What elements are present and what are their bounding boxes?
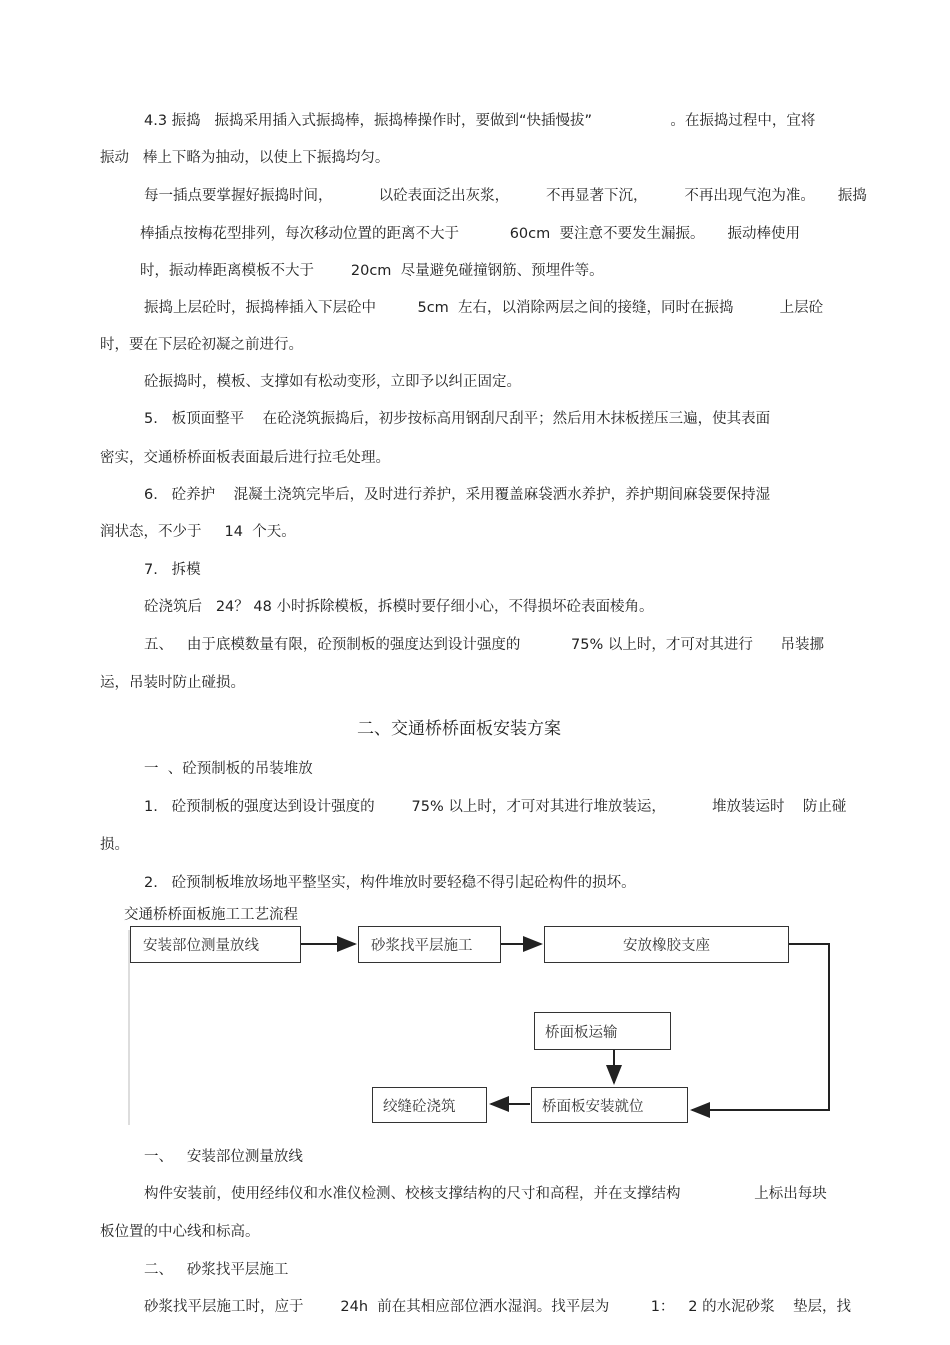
- flow-step-label: 桥面板安装就位: [542, 1098, 644, 1115]
- text-line: 二、 砂浆找平层施工: [144, 1262, 289, 1278]
- text-line: 构件安装前，使用经纬仪和水准仪检测、校核支撑结构的尺寸和高程，并在支撑结构 上标出每块: [144, 1186, 827, 1202]
- text-line: 密实，交通桥桥面板表面最后进行拉毛处理。: [100, 450, 390, 466]
- flow-step-transport: [534, 1012, 671, 1050]
- text-line: 振捣上层砼时，振捣棒插入下层砼中 5cm 左右，以消除两层之间的接缝，同时在振捣 上层砼: [144, 300, 824, 316]
- flow-step-label: 桥面板运输: [545, 1024, 618, 1041]
- text-line: 1. 砼预制板的强度达到设计强度的 75% 以上时，才可对其进行堆放装运， 堆放装运时 防止碰: [144, 799, 847, 815]
- text-line: 4.3 振捣 振捣采用插入式振捣棒，振捣棒操作时，要做到“快插慢拔” 。在振捣过程中，宜将: [144, 113, 816, 129]
- text-line: 时，振动棒距离模板不大于 20cm 尽量避免碰撞钢筋、预埋件等。: [140, 263, 604, 279]
- flow-step-install: [531, 1087, 688, 1123]
- text-line: 6. 砼养护 混凝土浇筑完毕后，及时进行养护，采用覆盖麻袋洒水养护，养护期间麻袋要保持湿: [144, 487, 771, 503]
- flow-step-label: 安装部位测量放线: [143, 938, 259, 954]
- flow-step-label: 砂浆找平层施工: [371, 938, 473, 954]
- text-line: 一 、砼预制板的吊装堆放: [144, 761, 313, 777]
- text-line: 损。: [100, 837, 129, 853]
- text-line: 棒插点按梅花型排列，每次移动位置的距离不大于 60cm 要注意不要发生漏振。 振动棒使用: [140, 226, 801, 242]
- text-line: 砼振捣时，模板、支撑如有松动变形，立即予以纠正固定。: [144, 374, 521, 390]
- text-line: 一、 安装部位测量放线: [144, 1149, 303, 1165]
- text-line: 砼浇筑后 24？ 48 小时拆除模板，拆模时要仔细小心，不得损坏砼表面棱角。: [144, 599, 654, 615]
- flow-step-survey: [130, 926, 301, 963]
- text-line: 5. 板顶面整平 在砼浇筑振捣后，初步按标高用钢刮尺刮平；然后用木抹板搓压三遍，使其表面: [144, 411, 771, 427]
- text-line: 时，要在下层砼初凝之前进行。: [100, 337, 303, 353]
- text-line: 2. 砼预制板堆放场地平整坚实，构件堆放时要轻稳不得引起砼构件的损坏。: [144, 875, 636, 891]
- flowchart-caption: 交通桥桥面板施工工艺流程: [124, 907, 298, 923]
- text-line: 砂浆找平层施工时，应于 24h 前在其相应部位洒水湿润。找平层为 1： 2 的水泥砂浆 垫层，找: [144, 1299, 852, 1315]
- text-line: 板位置的中心线和标高。: [100, 1224, 260, 1240]
- text-line: 运，吊装时防止碰损。: [100, 675, 245, 691]
- text-line: 五、 由于底模数量有限，砼预制板的强度达到设计强度的 75% 以上时，才可对其进行 吊装挪: [144, 637, 825, 653]
- flow-step-joint: [372, 1087, 487, 1123]
- flow-step-label: 安放橡胶支座: [623, 938, 710, 954]
- flow-step-bearing: [544, 926, 789, 963]
- text-line: 润状态，不少于 14 个天。: [100, 524, 296, 540]
- flow-step-label: 绞缝砼浇筑: [383, 1098, 456, 1115]
- section-title: 二、交通桥桥面板安装方案: [357, 719, 561, 739]
- text-line: 7. 拆模: [144, 562, 201, 578]
- arrow-bearing-to-install: [692, 944, 829, 1110]
- text-line: 每一插点要掌握好振捣时间， 以砼表面泛出灰浆， 不再显著下沉， 不再出现气泡为准。 振捣: [144, 188, 867, 204]
- text-line: 振动 棒上下略为抽动，以使上下振捣均匀。: [100, 150, 390, 166]
- flow-step-mortar: [358, 926, 501, 963]
